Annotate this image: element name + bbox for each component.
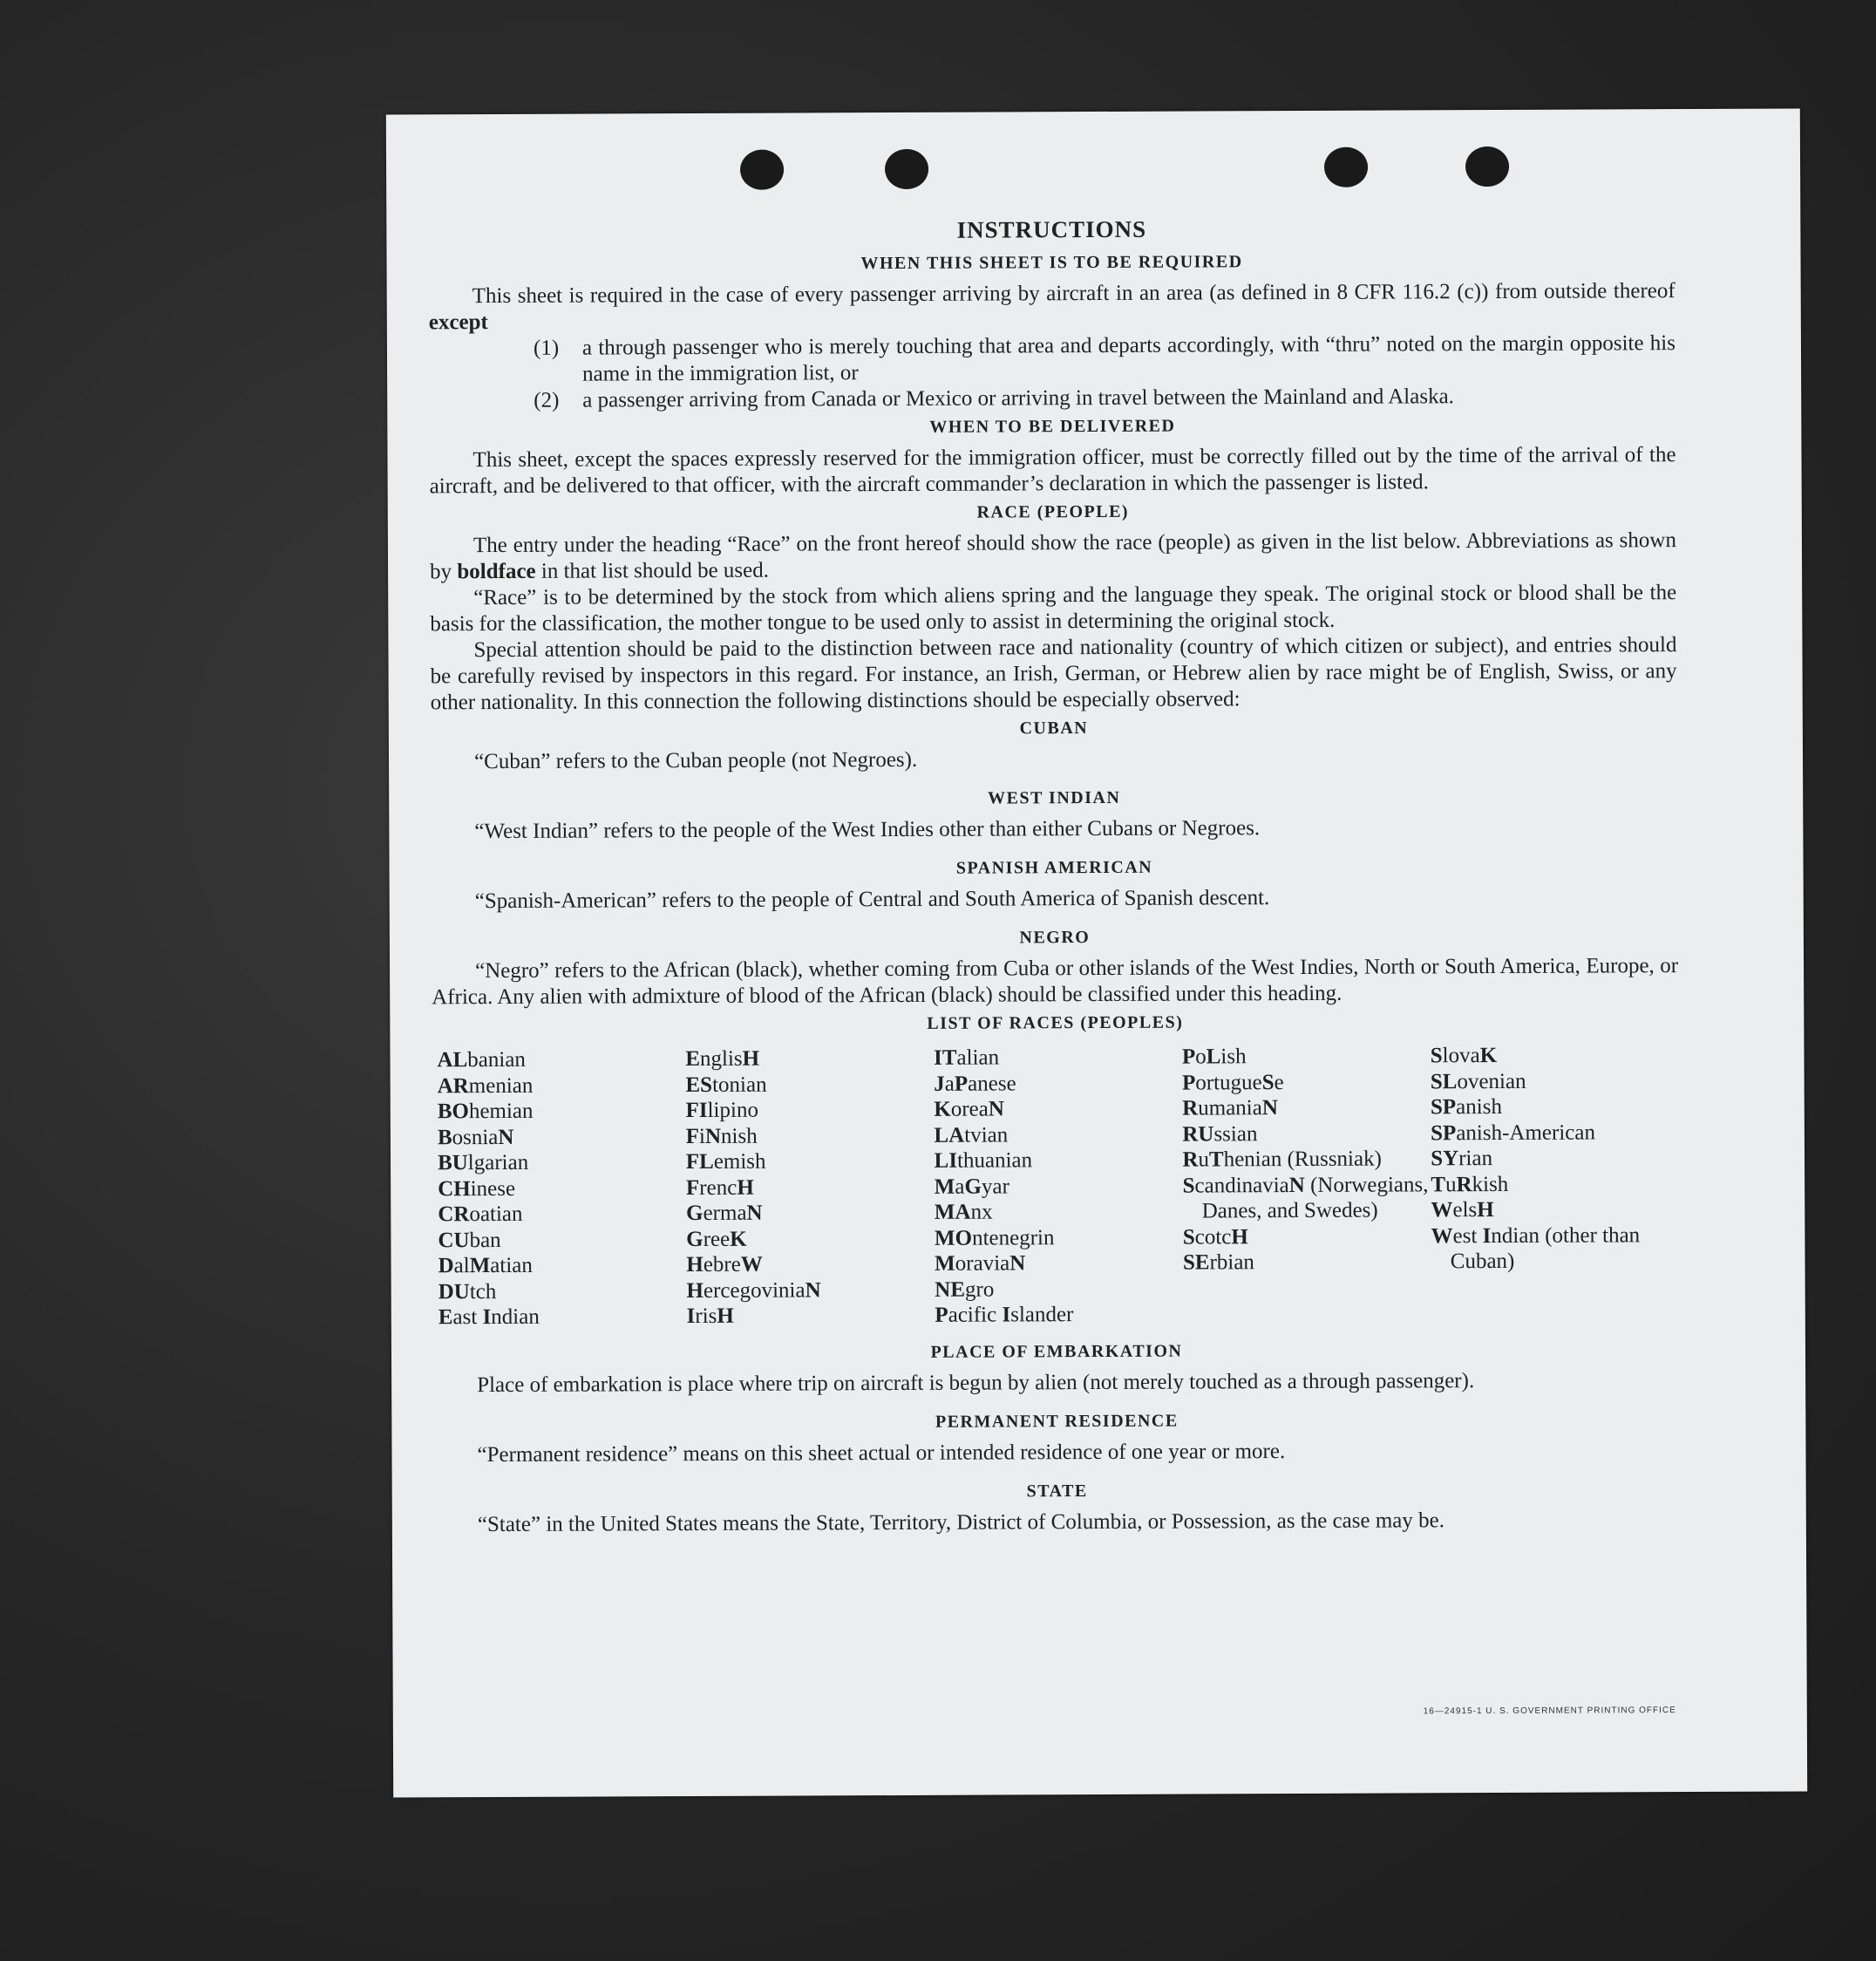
heading-cuban: CUBAN	[1019, 718, 1089, 739]
sheet-content	[428, 214, 1681, 1538]
race-entry: Pacific Islander	[935, 1303, 1074, 1327]
west-indian-text: “West Indian” refers to the people of the West Indies other than either Cubans or Negroes.	[474, 816, 1261, 844]
race-entry: ALbanian	[437, 1047, 526, 1072]
race-entry: EnglisH	[685, 1046, 760, 1072]
race-entry: FrencH	[685, 1175, 754, 1200]
item-number: (1)	[533, 336, 560, 360]
race-entry: TuRkish	[1431, 1172, 1509, 1196]
race-entry: LIthuanian	[934, 1148, 1033, 1173]
race-entry: MAnx	[934, 1200, 993, 1224]
race-entry: ScandinaviaN (Norwegians, Danes, and Swedes)	[1182, 1172, 1429, 1223]
race-entry: MaGyar	[934, 1174, 1009, 1199]
race-entry: East Indian	[438, 1304, 540, 1330]
page-title: INSTRUCTIONS	[956, 215, 1147, 243]
item-text: a through passenger who is merely touching that area and departs accordingly, with “thru” noted on the margin opposite his name in the immigration list, or	[581, 331, 1676, 386]
race-entry: KoreaN	[934, 1097, 1004, 1121]
required-item-1	[429, 330, 1675, 388]
race-entry: SlovaK	[1430, 1043, 1498, 1068]
race-entry: ARmenian	[437, 1073, 534, 1098]
race-entry: BUlgarian	[437, 1150, 529, 1175]
heading-required: WHEN THIS SHEET IS TO BE REQUIRED	[860, 252, 1243, 274]
heading-race: RACE (PEOPLE)	[976, 501, 1130, 522]
race-entry: DUtch	[438, 1279, 497, 1304]
cuban-text: “Cuban” refers to the Cuban people (not Negroes).	[473, 747, 918, 774]
race-entry: GermaN	[686, 1201, 763, 1226]
race-paragraph-3: Special attention should be paid to the distinction between race and nationality (country of which citizen or subject), and entries should be carefully revised by inspectors in this regard. For instance, an Irish, German, or Hebrew alien by race might be of English, Swiss, or any other nationality. In this connection the following distinctions should be especially observed:	[430, 633, 1677, 715]
race-entry: FIlipino	[685, 1098, 758, 1123]
race-entry: JaPanese	[934, 1071, 1016, 1096]
race-entry: SPanish-American	[1431, 1120, 1595, 1145]
races-column-4	[1182, 1043, 1431, 1327]
race-entry: West Indian (other than Cuban)	[1431, 1222, 1641, 1274]
punch-hole	[1465, 146, 1509, 187]
race-p1-bold: boldface	[457, 559, 536, 584]
race-entry: FLemish	[685, 1149, 766, 1175]
race-entry: PortugueSe	[1181, 1070, 1284, 1095]
embarkation-text: Place of embarkation is place where trip on aircraft is begun by alien (not merely touched as a through passenger).	[477, 1368, 1475, 1397]
punch-hole	[740, 150, 784, 190]
required-item-2	[429, 383, 1675, 414]
heading-residence: PERMANENT RESIDENCE	[935, 1411, 1179, 1432]
race-entry: MOntenegrin	[934, 1225, 1055, 1250]
race-paragraph-2: “Race” is to be determined by the stock from which aliens spring and the language they speak. The original stock or blood shall be the basis for the classification, the mother tongue to be used only to assist in determining the original stock.	[430, 581, 1677, 637]
race-entry: EStonian	[685, 1072, 767, 1097]
race-p1-text: The entry under the heading “Race” on the front hereof should show the race (people) as given in the list below. Abbreviations as shown by	[430, 528, 1676, 584]
delivered-text: This sheet, except the spaces expressly reserved for the immigration officer, must be correctly filled out by the time of the arrival of the aircraft, and be delivered to that officer, with the aircraft commander’s declaration in which the passenger is listed.	[429, 443, 1676, 499]
heading-delivered: WHEN TO BE DELIVERED	[929, 416, 1176, 437]
race-entry: PoLish	[1181, 1045, 1247, 1069]
race-entry: SErbian	[1182, 1250, 1254, 1275]
race-entry: SPanish	[1430, 1094, 1502, 1120]
races-list	[437, 1042, 1679, 1331]
race-entry: HebreW	[686, 1252, 763, 1277]
race-entry: CRoatian	[438, 1202, 523, 1227]
heading-list-of-races: LIST OF RACES (PEOPLES)	[927, 1012, 1184, 1033]
heading-west-indian: WEST INDIAN	[988, 787, 1121, 808]
race-p1-text-end: in that list should be used.	[540, 558, 770, 583]
race-entry: DalMatian	[438, 1253, 533, 1278]
races-column-5	[1431, 1042, 1680, 1326]
race-entry: CHinese	[438, 1176, 516, 1201]
heading-state: STATE	[1026, 1481, 1088, 1501]
heading-negro: NEGRO	[1019, 928, 1091, 948]
race-entry: SYrian	[1431, 1147, 1493, 1171]
required-intro-bold: except	[428, 310, 488, 335]
required-intro-text: This sheet is required in the case of every passenger arriving by aircraft in an area (as defined in 8 CFR 116.2 (c)) from outside thereof	[472, 279, 1675, 309]
race-entry: NEgro	[935, 1277, 995, 1302]
residence-text: “Permanent residence” means on this sheet actual or intended residence of one year or more.	[477, 1439, 1286, 1467]
state-text: “State” in the United States means the State, Territory, District of Columbia, or Possession, as the case may be.	[477, 1508, 1445, 1536]
race-entry: BOhemian	[437, 1099, 534, 1124]
spanish-american-text: “Spanish-American” refers to the people of Central and South America of Spanish descent.	[474, 886, 1270, 914]
race-entry: IrisH	[686, 1304, 734, 1329]
race-entry: MoraviaN	[935, 1251, 1026, 1276]
races-column-1	[437, 1046, 686, 1331]
races-column-2	[685, 1045, 935, 1330]
heading-spanish-american: SPANISH AMERICAN	[955, 857, 1153, 878]
race-entry: SLovenian	[1430, 1069, 1526, 1093]
race-entry: BosniaN	[437, 1125, 514, 1149]
item-text: a passenger arriving from Canada or Mexico or arriving in travel between the Mainland and Alaska.	[582, 385, 1454, 412]
race-entry: ITalian	[934, 1045, 1000, 1070]
race-entry: ScotcH	[1182, 1224, 1248, 1249]
race-entry: RuThenian (Russniak)	[1182, 1147, 1382, 1172]
race-entry: CUban	[438, 1228, 501, 1252]
race-paragraph-1	[430, 528, 1676, 585]
race-entry: LAtvian	[934, 1122, 1009, 1147]
required-intro	[429, 278, 1675, 336]
race-entry: GreeK	[686, 1227, 747, 1251]
printing-office-code: 16—24915-1 U. S. GOVERNMENT PRINTING OFFICE	[1423, 1706, 1676, 1717]
race-entry: WelsH	[1431, 1198, 1494, 1222]
race-entry: RUssian	[1182, 1121, 1258, 1147]
punch-hole	[1324, 147, 1368, 187]
race-entry: FiNnish	[685, 1124, 758, 1148]
negro-text: “Negro” refers to the African (black), whether coming from Cuba or other islands of the West Indies, North or South America, Europe, or Africa. Any alien with admixture of blood of the African (black) should be classified under this heading.	[432, 954, 1679, 1010]
punch-hole	[885, 149, 928, 189]
race-entry: RumaniaN	[1182, 1096, 1278, 1120]
races-column-3	[934, 1045, 1183, 1329]
heading-embarkation: PLACE OF EMBARKATION	[930, 1341, 1183, 1362]
item-number: (2)	[534, 388, 560, 412]
race-entry: HercegoviniaN	[686, 1277, 821, 1303]
instruction-sheet	[386, 108, 1807, 1797]
